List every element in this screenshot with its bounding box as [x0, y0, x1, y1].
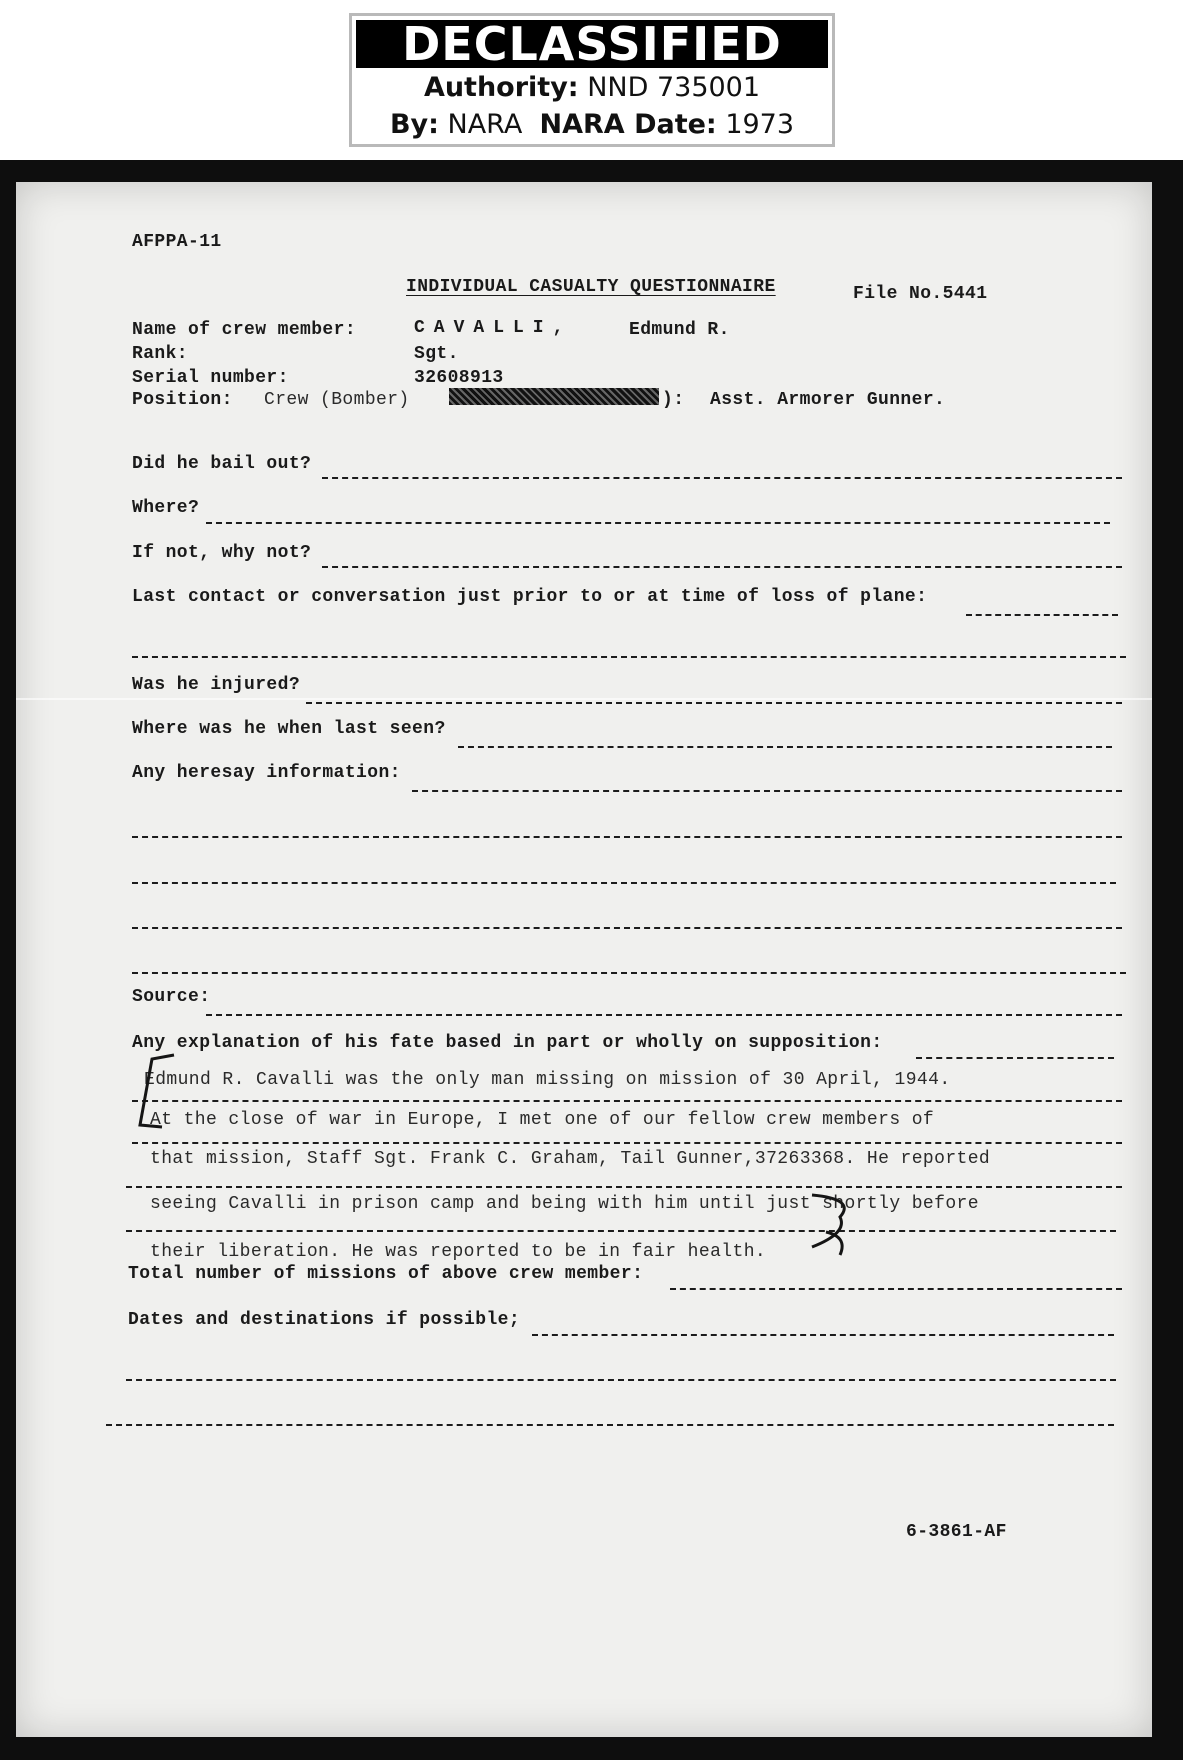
stamp-title: DECLASSIFIED — [356, 20, 828, 68]
name-label: Name of crew member: — [132, 320, 357, 340]
answer-line — [322, 477, 1122, 479]
form-title: INDIVIDUAL CASUALTY QUESTIONNAIRE — [406, 277, 776, 297]
answer-line — [966, 614, 1118, 616]
question-dates: Dates and destinations if possible; — [128, 1310, 521, 1330]
footer-form-code: 6-3861-AF — [906, 1522, 1007, 1542]
position-label: Position: — [132, 390, 233, 410]
answer-text-line: Edmund R. Cavalli was the only man missing on mission of 30 April, 1944. — [144, 1070, 951, 1090]
answer-line — [132, 927, 1122, 929]
answer-line — [126, 1379, 1116, 1381]
answer-text-line: that mission, Staff Sgt. Frank C. Graham, Tail Gunner,37263368. He reported — [150, 1149, 991, 1169]
stamp-date-value: 1973 — [725, 109, 795, 140]
answer-line — [670, 1288, 1122, 1290]
declassified-stamp — [349, 13, 835, 147]
stamp-authority — [352, 72, 832, 103]
position-tail: ): — [662, 390, 685, 410]
answer-text-line: At the close of war in Europe, I met one of our fellow crew members of — [150, 1110, 935, 1130]
question-last-contact: Last contact or conversation just prior to or at time of loss of plane: — [132, 587, 928, 607]
rank-label: Rank: — [132, 344, 189, 364]
answer-line — [106, 1424, 1114, 1426]
answer-text-line: their liberation. He was reported to be in fair health. — [150, 1242, 767, 1262]
stamp-by-label: By: — [389, 109, 439, 140]
position-value: Crew (Bomber) — [264, 390, 410, 410]
stamp-authority-value: NND 735001 — [587, 72, 761, 103]
question-where: Where? — [132, 498, 200, 518]
handwritten-brackets — [136, 1047, 856, 1257]
stamp-date-label: NARA Date: — [539, 109, 717, 140]
stamp-by — [352, 109, 832, 140]
stamp-by-value: NARA — [447, 109, 523, 140]
question-source: Source: — [132, 987, 211, 1007]
answer-line — [132, 836, 1122, 838]
question-if-not: If not, why not? — [132, 543, 312, 563]
scanned-document — [0, 160, 1183, 1760]
answer-line — [322, 566, 1122, 568]
page-fold — [16, 698, 1152, 700]
answer-line — [132, 882, 1116, 884]
question-explanation: Any explanation of his fate based in part or wholly on supposition: — [132, 1033, 883, 1053]
question-injured: Was he injured? — [132, 675, 301, 695]
stamp-authority-label: Authority: — [423, 72, 579, 103]
name-surname: CAVALLI, — [414, 318, 573, 338]
answer-line — [458, 746, 1112, 748]
rank-value: Sgt. — [414, 344, 459, 364]
answer-line — [532, 1334, 1114, 1336]
answer-line — [132, 656, 1126, 658]
redaction-mark — [449, 388, 659, 405]
file-number: File No.5441 — [853, 284, 988, 304]
question-bail-out: Did he bail out? — [132, 454, 312, 474]
answer-line — [132, 972, 1126, 974]
answer-line — [206, 522, 1110, 524]
question-total-missions: Total number of missions of above crew member: — [128, 1264, 644, 1284]
answer-text-line: seeing Cavalli in prison camp and being with him until just shortly before — [150, 1194, 979, 1214]
answer-line — [306, 702, 1122, 704]
answer-line — [206, 1014, 1122, 1016]
form-code: AFPPA-11 — [132, 232, 222, 252]
questionnaire-page — [16, 182, 1152, 1737]
answer-line — [916, 1057, 1114, 1059]
position-detail: Asst. Armorer Gunner. — [710, 390, 946, 410]
serial-label: Serial number: — [132, 368, 289, 388]
question-last-seen: Where was he when last seen? — [132, 719, 446, 739]
serial-value: 32608913 — [414, 368, 504, 388]
name-given: Edmund R. — [629, 320, 730, 340]
question-heresay: Any heresay information: — [132, 763, 401, 783]
answer-line — [412, 790, 1122, 792]
